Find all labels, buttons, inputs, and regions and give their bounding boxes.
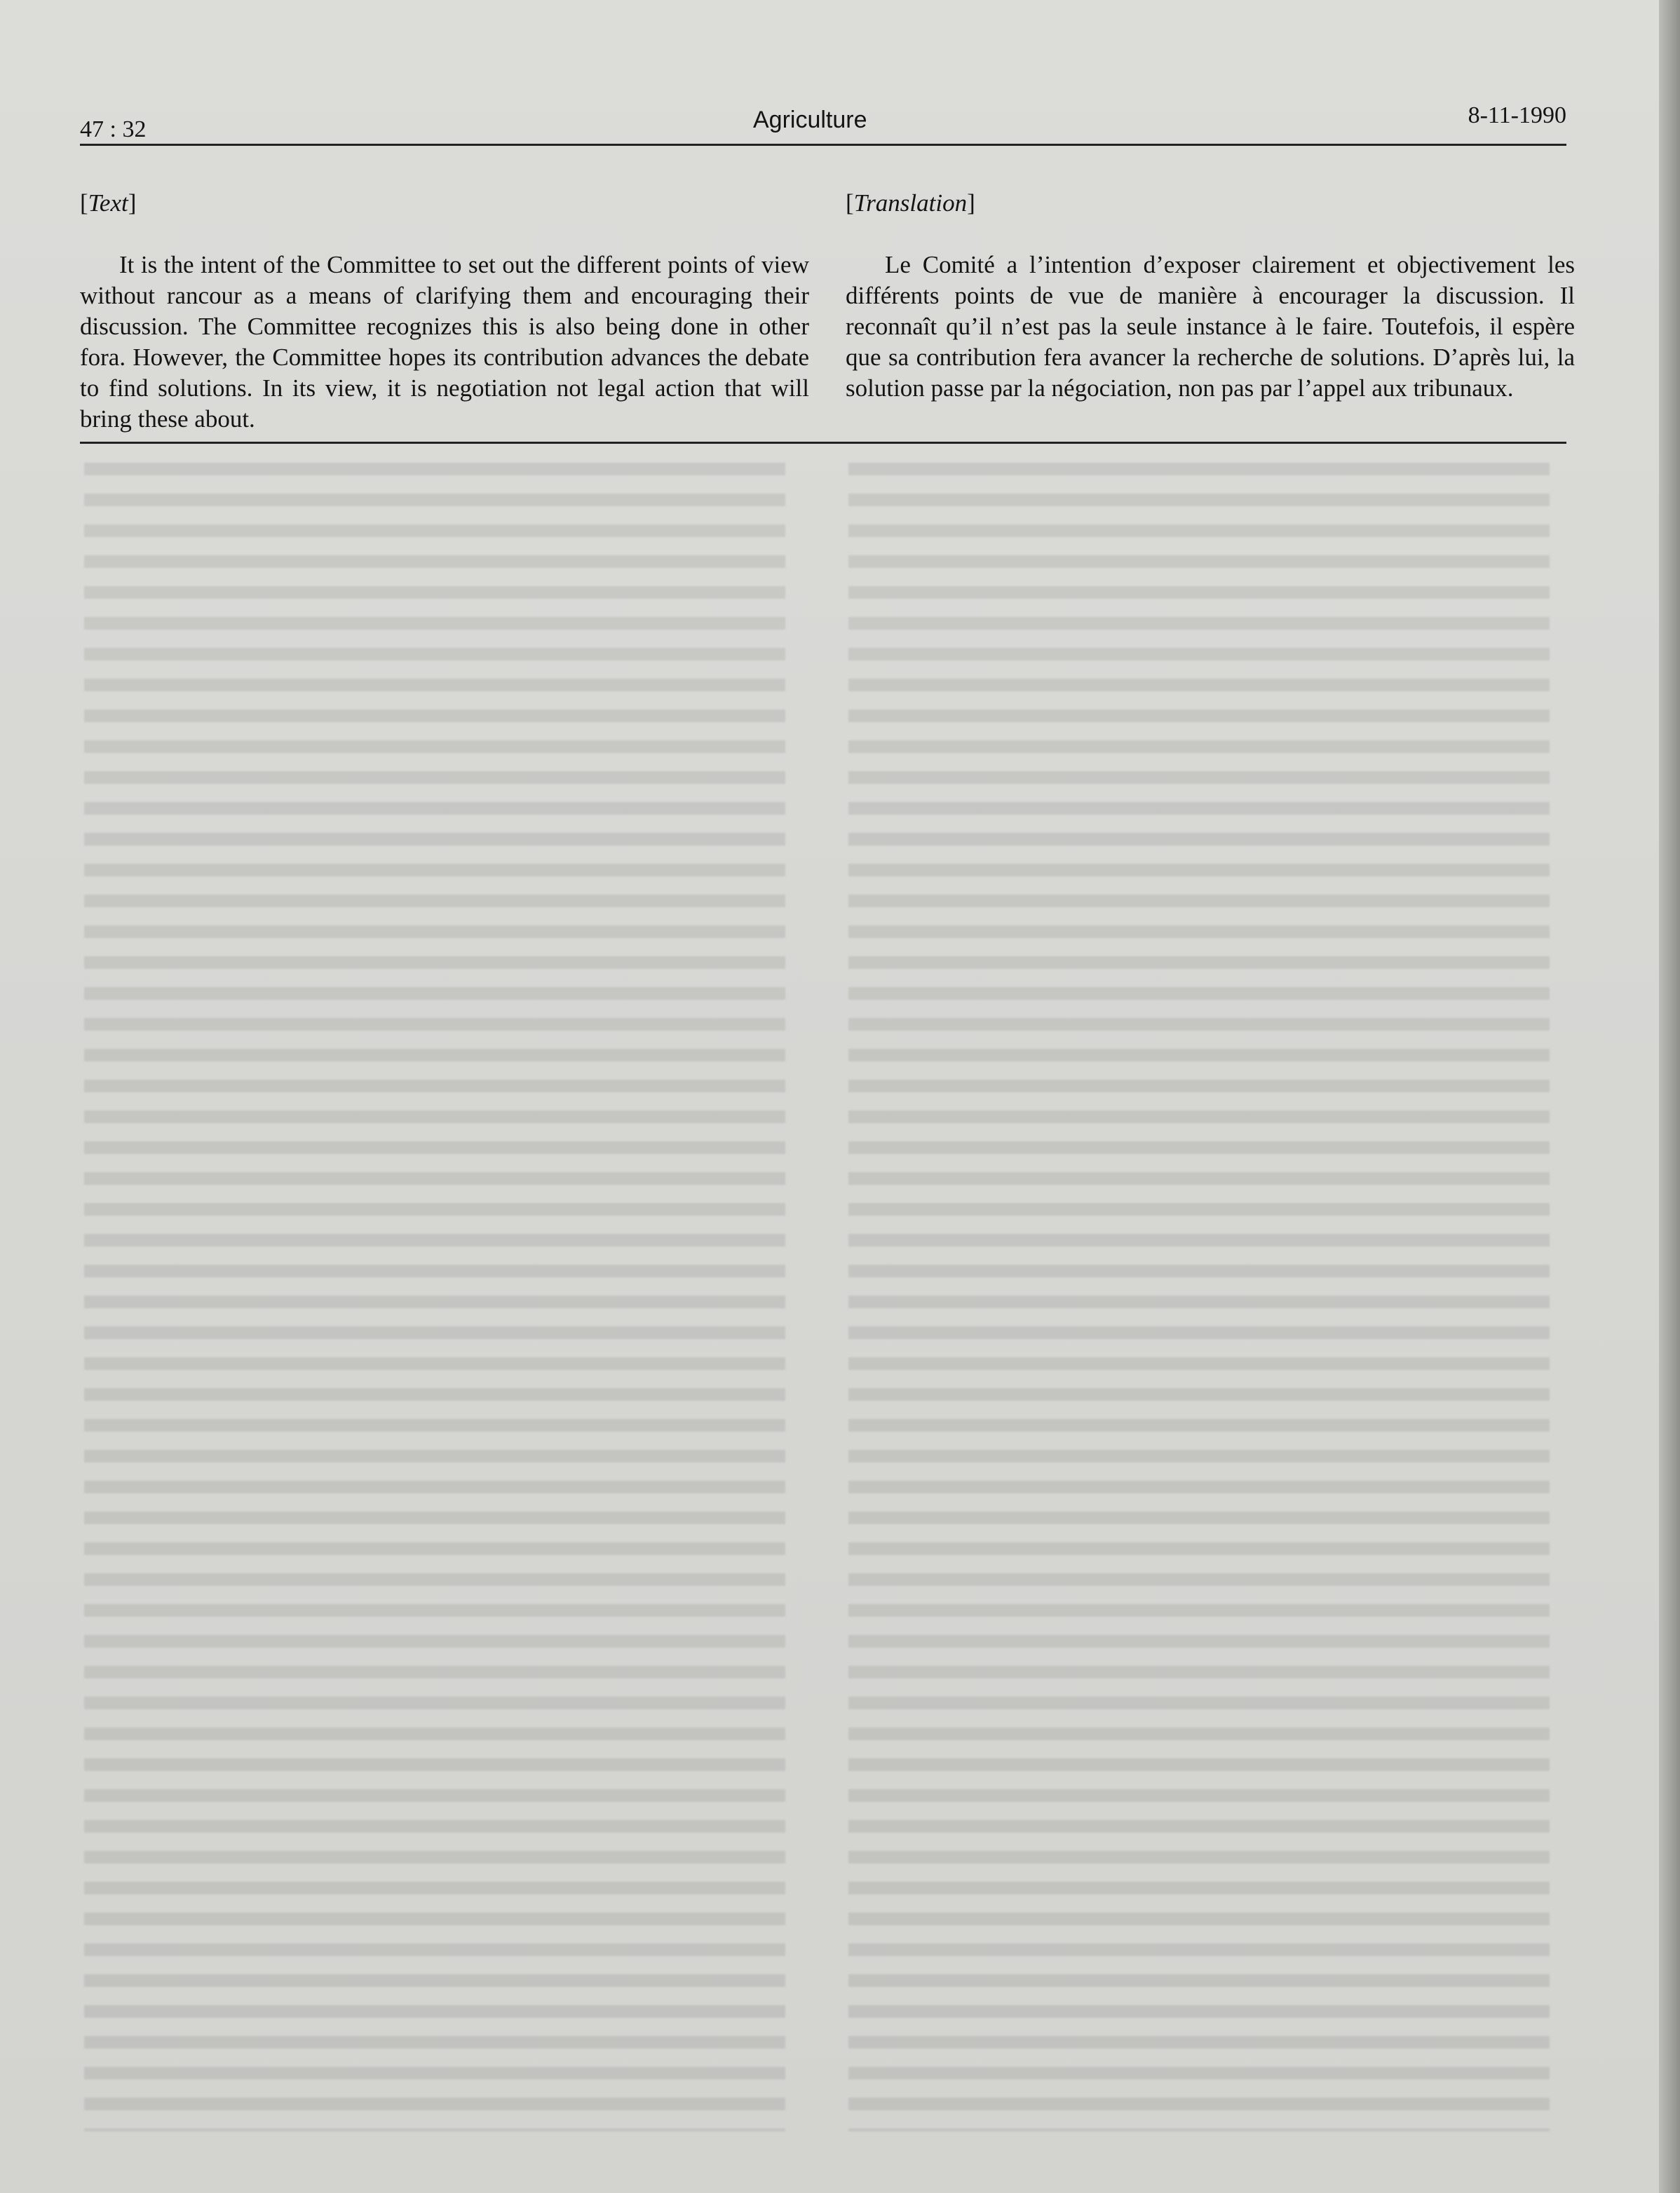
show-through-left (84, 463, 785, 2131)
page-edge-shadow (1659, 0, 1680, 2193)
english-column (80, 189, 809, 435)
english-paragraph: It is the intent of the Committee to set out the different points of view without rancour as a means of clarifying them and encouraging their discussion. The Committee recognizes this is also being done in other fora. However, the Committee hopes its contribution advances the debate to find solutions. In its view, it is negotiation not legal action that will bring these about. (80, 251, 809, 433)
section-title: Agriculture (753, 107, 867, 133)
page-date: 8-11-1990 (1468, 102, 1566, 128)
section-end-rule (80, 442, 1566, 444)
column-label-text: [Text] (80, 189, 137, 217)
column-label-translation: [Translation] (846, 189, 975, 217)
show-through-texture (70, 463, 1585, 2145)
header-rule (80, 144, 1566, 146)
french-column (846, 189, 1575, 404)
page-number: 47 : 32 (80, 116, 147, 142)
french-paragraph: Le Comité a l’intention d’exposer clairement et objectivement les différents points de vue de manière à encourager la discussion. Il reconnaît qu’il n’est pas la seule instance à le faire. Toutefois, il espère que sa contribution fera avancer la recherche de solutions. D’après lui, la solution passe par la négociation, non pas par l’appel aux tribunaux. (846, 251, 1575, 402)
page-header (80, 102, 1566, 147)
show-through-right (848, 463, 1550, 2131)
